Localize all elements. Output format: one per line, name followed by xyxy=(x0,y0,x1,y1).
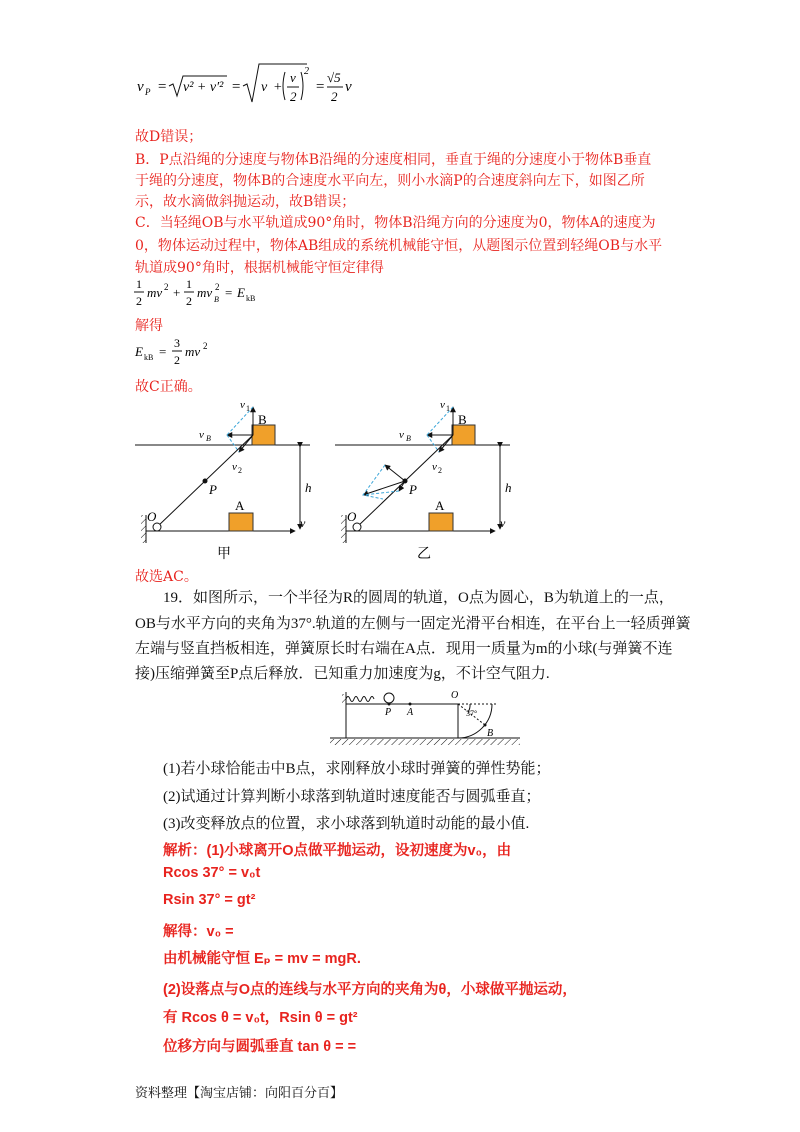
svg-text:v: v xyxy=(432,461,437,473)
block-a xyxy=(229,513,253,531)
formula-vp-graphic xyxy=(135,58,355,108)
sol-line-4: 解得：v₀ = xyxy=(163,924,234,940)
svg-text:37°: 37° xyxy=(466,709,478,718)
svg-text:mv: mv xyxy=(147,285,163,300)
svg-text:2: 2 xyxy=(186,294,192,308)
c-line-2: 0，物体运动过程中，物体AB组成的系统机械能守恒，从题图示位置到轻绳OB与水平 xyxy=(135,238,663,254)
figure-jia-yi-graphic xyxy=(135,395,535,565)
formula-vp xyxy=(135,58,355,108)
energy-equation xyxy=(133,275,273,317)
svg-text:v: v xyxy=(500,516,506,530)
svg-text:mv: mv xyxy=(197,285,213,300)
svg-text:B: B xyxy=(206,434,211,443)
c-correct-line: 故C正确。 xyxy=(135,379,202,395)
svg-text:=: = xyxy=(159,344,167,359)
svg-text:2: 2 xyxy=(164,282,169,292)
svg-text:2: 2 xyxy=(174,353,180,367)
b-line-2: 于绳的分速度，物体B的合速度水平向左，则小水滴P的合速度斜向左下，如图乙所 xyxy=(135,173,645,189)
svg-text:B: B xyxy=(214,295,219,304)
svg-text:2: 2 xyxy=(215,282,220,292)
c-line-3: 轨道成90°角时，根据机械能守恒定律得 xyxy=(135,260,384,276)
svg-text:1: 1 xyxy=(136,277,142,291)
caption-yi: 乙 xyxy=(417,547,431,562)
d-wrong-line: 故D错误； xyxy=(135,129,203,145)
ekb-equation-graphic xyxy=(133,334,233,372)
svg-text:kB: kB xyxy=(246,294,256,303)
sol-line-7: 有 Rcos θ = v₀t，Rsin θ = gt² xyxy=(163,1010,358,1026)
sqrt-body-1: v² + v′² xyxy=(183,80,224,95)
footer-note: 资料整理【淘宝店铺：向阳百分百】 xyxy=(135,1086,344,1101)
svg-text:v: v xyxy=(440,399,445,411)
jiede-line: 解得 xyxy=(135,318,163,334)
svg-text:v: v xyxy=(399,429,404,441)
q2-line: (2)试通过计算判断小球落到轨道时速度能否与圆弧垂直； xyxy=(163,789,541,805)
svg-text:1: 1 xyxy=(246,404,250,413)
figure-jia-yi xyxy=(135,395,535,569)
sol-line-5: 由机械能守恒 Eₚ = mv = mgR. xyxy=(163,951,361,967)
sol-line-8: 位移方向与圆弧垂直 tan θ = = xyxy=(163,1039,357,1055)
p19-line-3: 左端与竖直挡板相连，弹簧原长时右端在A点．现用一质量为m的小球(与弹簧不连 xyxy=(135,641,673,657)
choose-line: 故选AC。 xyxy=(135,569,198,585)
svg-text:O: O xyxy=(147,509,157,524)
svg-text:mv: mv xyxy=(185,344,201,359)
svg-text:1: 1 xyxy=(186,277,192,291)
point-p xyxy=(203,479,208,484)
svg-text:P: P xyxy=(409,482,417,497)
p19-line-4: 接)压缩弹簧至P点后释放．已知重力加速度为g，不计空气阻力. xyxy=(135,666,550,682)
energy-equation-graphic xyxy=(133,275,273,313)
svg-text:B: B xyxy=(458,412,467,427)
svg-text:v: v xyxy=(232,461,237,473)
svg-text:A: A xyxy=(407,707,414,718)
svg-text:1: 1 xyxy=(446,404,450,413)
svg-text:v: v xyxy=(199,429,204,441)
result-den: 2 xyxy=(331,89,338,104)
svg-text:h: h xyxy=(505,480,512,495)
sqrt2-plus: + xyxy=(273,80,283,95)
figure-19-graphic xyxy=(330,686,520,748)
svg-text:v: v xyxy=(240,399,245,411)
b-line-1: B．P点沿绳的分速度与物体B沿绳的分速度相同，垂直于绳的分速度小于物体B垂直 xyxy=(135,152,652,168)
square-exp: 2 xyxy=(304,66,309,77)
block-b xyxy=(252,425,275,445)
svg-text:O: O xyxy=(347,509,357,524)
equals-3: = xyxy=(315,79,326,95)
result-num: √5 xyxy=(327,70,341,85)
frac-num: v xyxy=(290,70,296,85)
svg-text:B: B xyxy=(406,434,411,443)
figure-19 xyxy=(330,686,520,752)
svg-text:E: E xyxy=(135,344,143,359)
svg-text:v: v xyxy=(300,516,306,530)
figure-yi xyxy=(335,399,512,562)
svg-text:=: = xyxy=(225,285,233,300)
svg-text:+: + xyxy=(173,285,181,300)
sol-line-3: Rsin 37° = gt² xyxy=(163,892,256,908)
svg-text:2: 2 xyxy=(136,294,142,308)
svg-text:O: O xyxy=(451,690,459,701)
svg-text:kB: kB xyxy=(144,353,154,362)
equals-2: = xyxy=(231,79,242,95)
q1-line: (1)若小球恰能击中B点，求刚释放小球时弹簧的弹性势能； xyxy=(163,761,551,777)
frac-den: 2 xyxy=(290,89,297,104)
result-v: v xyxy=(345,79,352,95)
c-line-1: C．当轻绳OB与水平轨道成90°角时，物体B沿绳方向的分速度为0，物体A的速度为 xyxy=(135,215,656,231)
b-line-3: 示，故水滴做斜抛运动，故B错误； xyxy=(135,194,356,210)
sol-line-2: Rcos 37° = v₀t xyxy=(163,865,261,881)
figure-jia xyxy=(135,399,312,562)
p19-line-2: OB与水平方向的夹角为37°.轨道的左侧与一固定光滑平台相连，在平台上一轻质弹簧 xyxy=(135,616,691,632)
ekb-equation xyxy=(133,334,233,376)
svg-text:P: P xyxy=(385,707,392,718)
q3-line: (3)改变释放点的位置，求小球落到轨道时动能的最小值. xyxy=(163,816,530,832)
p19-line-1: 19．如图所示，一个半径为R的圆周的轨道，O点为圆心，B为轨道上的一点， xyxy=(163,590,674,606)
sol-line-6: (2)设落点与O点的连线与水平方向的夹角为θ，小球做平抛运动， xyxy=(163,982,577,998)
vp-symbol: v xyxy=(137,79,144,95)
vp-subscript: P xyxy=(145,87,151,97)
svg-text:2: 2 xyxy=(438,466,442,475)
svg-text:2: 2 xyxy=(238,466,242,475)
svg-text:2: 2 xyxy=(203,341,208,351)
svg-text:A: A xyxy=(235,498,245,513)
svg-text:E: E xyxy=(237,285,245,300)
sqrt2-v: v xyxy=(261,80,268,95)
caption-jia: 甲 xyxy=(217,547,231,562)
svg-text:P: P xyxy=(209,482,217,497)
svg-text:3: 3 xyxy=(174,336,180,350)
equals-1: = xyxy=(157,79,168,95)
svg-text:h: h xyxy=(305,480,312,495)
svg-text:B: B xyxy=(258,412,267,427)
svg-text:B: B xyxy=(487,728,494,739)
svg-text:A: A xyxy=(435,498,445,513)
sol-line-1: 解析：(1)小球离开O点做平抛运动，设初速度为v₀，由 xyxy=(163,843,512,859)
